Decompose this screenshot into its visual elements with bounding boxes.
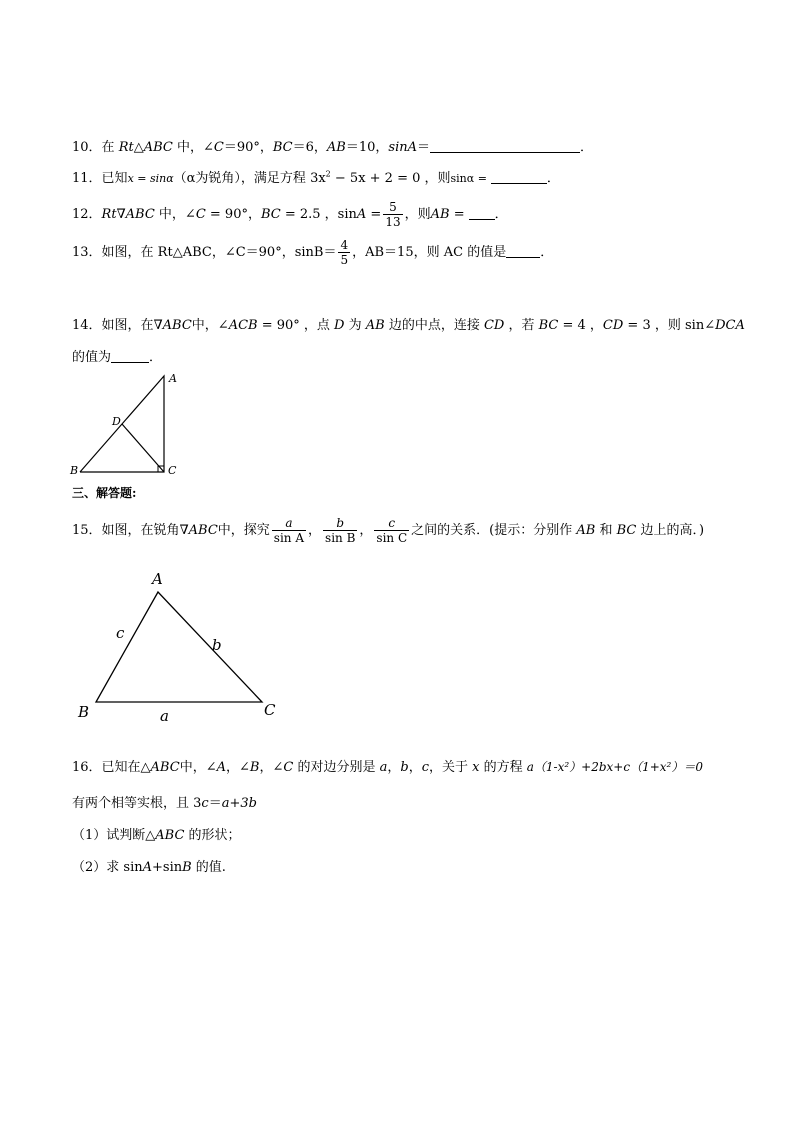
q15-fraction-b <box>323 516 357 545</box>
q11-exponent: 2 <box>325 169 331 179</box>
q15-text: 和 <box>595 523 617 538</box>
q15-frac-den: sin B <box>325 531 356 545</box>
q15-figure <box>72 566 292 726</box>
q12-number: 12． <box>72 207 102 222</box>
question-14 <box>72 314 745 333</box>
q11-answer-blank <box>491 171 547 184</box>
q13-text: ，AB＝15，则 AC 的值是 <box>352 245 507 260</box>
q15-abc: ABC <box>188 523 218 538</box>
q16-a: A <box>142 860 152 875</box>
section-3-heading: 三、解答题: <box>72 486 137 500</box>
q10-triangle-symbol: △ <box>133 140 144 155</box>
q12-text: = <box>366 207 382 222</box>
q15-frac-den: sin C <box>376 531 408 545</box>
q13-fraction <box>338 238 350 267</box>
q10-sina: sinA <box>388 140 417 155</box>
q12-text: 中，∠ <box>154 207 196 222</box>
q16-abc: ABC <box>150 760 180 775</box>
q16-part2-text: （2）求 sin <box>72 860 143 875</box>
q16-text: 的对边分别是 <box>293 760 380 775</box>
q15-label-side-c: c <box>116 624 125 642</box>
q11-text: 已知 <box>101 171 128 186</box>
q14-text: ，若 <box>504 318 539 333</box>
q10-number: 10． <box>72 140 102 155</box>
q16-angle-b: B <box>249 760 260 775</box>
q16-equation: a（1-x²）+2bx+c（1+x²）＝0 <box>526 760 703 774</box>
q14-number: 14． <box>72 318 102 333</box>
q15-fraction-a <box>272 516 306 545</box>
q16-expr: a+3b <box>221 796 257 811</box>
q13-text: 如图，在 Rt△ABC，∠C＝90°，sinB＝ <box>101 245 337 260</box>
q14-abc: ABC <box>162 318 192 333</box>
q11-text: （α为锐角），满足方程 3x <box>173 171 326 186</box>
q12-fraction <box>383 200 402 229</box>
q10-text: 在 <box>101 140 119 155</box>
question-13 <box>72 238 553 267</box>
q10-bc: BC <box>272 140 293 155</box>
q10-text: ＝6， <box>292 140 327 155</box>
q10-ab: AB <box>326 140 346 155</box>
q13-answer-blank <box>506 245 540 258</box>
q15-label-vertex-a: A <box>152 570 163 588</box>
q14-cd: CD <box>483 318 505 333</box>
q16-c: c <box>201 796 209 811</box>
q12-text: = 2.5 ，sin <box>280 207 357 222</box>
q14-label-a: A <box>169 372 177 385</box>
q14-triangle-symbol: ∇ <box>153 318 163 333</box>
q12-frac-den: 13 <box>385 215 401 229</box>
question-15 <box>72 516 704 545</box>
q14-text: = 3 ，则 sin∠ <box>623 318 716 333</box>
q14-dca: DCA <box>715 318 745 333</box>
q12-triangle-symbol: ∇ <box>116 207 126 222</box>
q16-text: 的方程 <box>479 760 527 775</box>
q16-text: 中，∠ <box>179 760 217 775</box>
q15-number: 15． <box>72 523 102 538</box>
q13-number: 13． <box>72 245 102 260</box>
q15-frac-den: sin A <box>273 531 305 545</box>
question-16 <box>72 756 703 775</box>
q16-text: ， <box>387 760 401 775</box>
q15-separator: ， <box>359 523 373 538</box>
question-16-line2 <box>72 792 257 811</box>
q11-expr: sinα = <box>450 172 487 185</box>
q16-part2-text: 的值. <box>191 860 226 875</box>
q10-c: C <box>213 140 224 155</box>
q15-ab: AB <box>576 523 596 538</box>
q14-answer-blank <box>111 350 149 363</box>
question-11 <box>72 167 560 186</box>
q11-end: ． <box>546 171 560 186</box>
q16-abc: ABC <box>155 828 185 843</box>
q14-label-b: B <box>70 464 79 477</box>
q13-frac-num: 4 <box>340 238 349 252</box>
q15-text: 如图，在锐角 <box>101 523 180 538</box>
q14-figure <box>66 366 186 478</box>
q11-number: 11． <box>72 171 102 186</box>
q16-side-c: c <box>421 760 429 775</box>
q15-label-side-a: a <box>160 707 169 725</box>
q16-part1-text: 的形状； <box>184 828 241 843</box>
q14-text: 边的中点，连接 <box>384 318 484 333</box>
q14-end: ． <box>149 350 163 365</box>
q16-text: ， <box>408 760 422 775</box>
q16-side-b: b <box>400 760 409 775</box>
q15-frac-num: a <box>272 516 306 531</box>
q10-rt: Rt <box>118 140 134 155</box>
q12-abc: ABC <box>125 207 155 222</box>
q15-text: 之间的关系．(提示：分别作 <box>411 523 577 538</box>
q14-label-c: C <box>168 464 177 477</box>
q12-text: = <box>449 207 465 222</box>
q10-text: ＝ <box>417 140 431 155</box>
q15-label-vertex-c: C <box>264 701 276 719</box>
q14-segment-cd <box>122 424 164 472</box>
q12-frac-num: 5 <box>383 200 402 215</box>
q16-side-a: a <box>379 760 388 775</box>
q16-text: 已知在△ <box>101 760 151 775</box>
q13-end: ． <box>540 245 554 260</box>
q10-text: ＝10， <box>345 140 389 155</box>
q16-angle-c: C <box>283 760 294 775</box>
question-14-line2 <box>72 346 162 365</box>
q16-x: x <box>472 760 480 775</box>
q10-text: ＝90°， <box>223 140 273 155</box>
q10-abc: ABC <box>143 140 173 155</box>
q12-c: C <box>195 207 206 222</box>
q14-cd: CD <box>602 318 624 333</box>
q11-text: − 5x + 2 = 0 ，则 <box>330 171 451 186</box>
q15-triangle <box>96 592 262 702</box>
q16-part1-text: （1）试判断△ <box>72 828 156 843</box>
q12-text: = 90°， <box>205 207 261 222</box>
q16-text: ，∠ <box>259 760 284 775</box>
q11-expr: x = sinα <box>127 172 174 185</box>
q12-ab: AB <box>430 207 450 222</box>
q14-d: D <box>334 318 345 333</box>
q16-b: B <box>182 860 192 875</box>
q15-label-side-b: b <box>212 636 222 654</box>
q15-bc: BC <box>616 523 637 538</box>
q15-fraction-c <box>374 516 409 545</box>
q14-text: 中，∠ <box>191 318 229 333</box>
q16-text: ，∠ <box>225 760 250 775</box>
q10-end: ． <box>580 140 594 155</box>
q14-ab: AB <box>365 318 385 333</box>
q14-label-d: D <box>112 415 121 428</box>
q15-text: 边上的高．) <box>636 523 705 538</box>
question-16-part1 <box>72 824 241 843</box>
q14-text: 如图，在 <box>101 318 154 333</box>
q14-text: 的值为 <box>72 350 112 365</box>
q12-a: A <box>356 207 367 222</box>
q16-text: ，关于 <box>428 760 473 775</box>
q12-bc: BC <box>260 207 281 222</box>
q14-text: = 4 ， <box>558 318 603 333</box>
q14-bc: BC <box>538 318 559 333</box>
q15-text: 中，探究 <box>217 523 270 538</box>
question-12 <box>72 200 508 229</box>
q14-text: = 90° ，点 <box>257 318 335 333</box>
question-10 <box>72 136 593 155</box>
q16-text: ＝ <box>208 796 222 811</box>
q16-number: 16． <box>72 760 102 775</box>
q12-end: ． <box>494 207 508 222</box>
q12-answer-blank <box>469 207 495 220</box>
q16-part2-text: +sin <box>152 860 183 875</box>
q15-frac-num: c <box>374 516 409 531</box>
q10-text: 中，∠ <box>172 140 214 155</box>
q15-label-vertex-b: B <box>78 703 90 721</box>
q14-text: 为 <box>344 318 366 333</box>
q15-frac-num: b <box>323 516 357 531</box>
q10-answer-blank <box>430 140 580 153</box>
q15-separator: ， <box>308 523 322 538</box>
q12-rt: Rt <box>101 207 117 222</box>
q15-triangle-symbol: ∇ <box>179 523 189 538</box>
question-16-part2 <box>72 856 226 875</box>
q12-text: ，则 <box>404 207 431 222</box>
q16-text: 有两个相等实根，且 3 <box>72 796 202 811</box>
q13-frac-den: 5 <box>340 253 349 267</box>
q16-angle-a: A <box>216 760 226 775</box>
q14-acb: ACB <box>228 318 258 333</box>
